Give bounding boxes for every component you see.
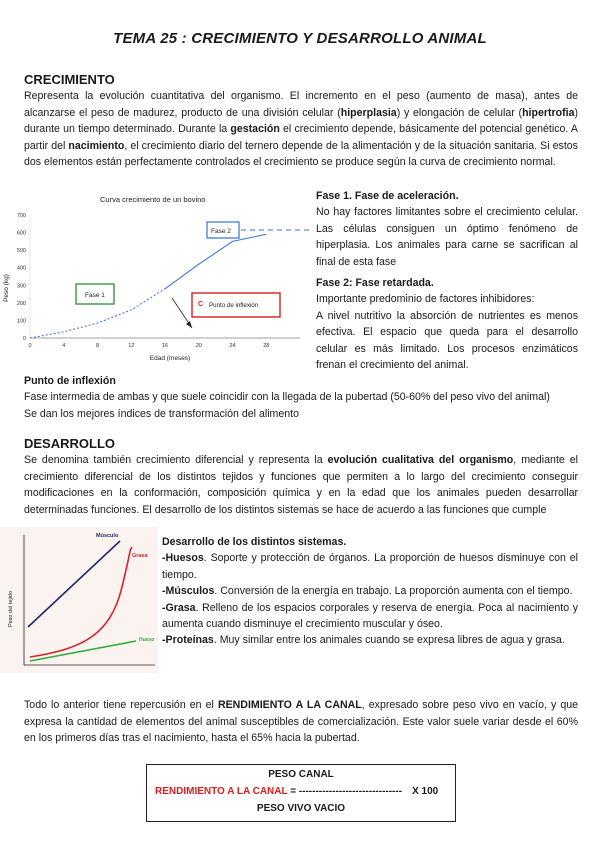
growth-ytick-label: 500 <box>16 248 26 255</box>
growth-xtick-label: 0 <box>28 343 32 349</box>
growth-curve-late <box>165 234 266 288</box>
fase1-title: Fase 1. Fase de aceleración. <box>316 190 459 202</box>
tissue-ylabel: Peso del tejido <box>8 590 14 628</box>
growth-ytick-label: 200 <box>16 300 26 307</box>
formula-lhs: RENDIMIENTO A LA CANAL <box>155 786 288 797</box>
inflexion-label: Punto de inflexión <box>209 302 259 309</box>
sistema-huesos: -Huesos. Soporte y protección de órganos. La proporción de huesos disminuye con el tiempo. <box>162 552 578 581</box>
growth-chart-ylabel: Peso (kg) <box>3 274 10 302</box>
growth-xtick-label: 8 <box>95 343 100 349</box>
sistema-musculos: -Músculos. Conversión de la energía en trabajo. La proporción aumenta con el tiempo. <box>162 585 573 598</box>
inflexion-text2: Se dan los mejores índices de transformación del alimento <box>24 407 299 420</box>
growth-xtick-label: 4 <box>62 343 66 349</box>
phase2-label: Fase 2 <box>211 228 231 235</box>
growth-xtick-label: 20 <box>195 343 202 349</box>
sistema-proteinas: -Proteínas. Muy similar entre los animales cuando se expresa libres de agua y grasa. <box>162 634 565 647</box>
desarrollo-paragraph: Se denomina también crecimiento diferencial y representa la evolución cualitativa del organismo, mediante el crecimiento diferencial de los distintos tejidos y funciones que permiten a lo largo del crecimiento conseguir modificaciones en la conformación, composición química y en la edad que los animales pueden desarrollar determinadas funciones. El desarrollo de los distintos sistemas se hace de acuerdo a las funciones que cumple <box>24 454 578 516</box>
growth-xtick-label: 16 <box>161 343 169 349</box>
musculo-label: Músculo <box>96 533 119 539</box>
growth-ytick-label: 0 <box>22 336 26 342</box>
phase1-label: Fase 1 <box>85 292 105 299</box>
formula-numerator: PESO CANAL <box>268 769 334 780</box>
rendimiento-formula <box>146 764 456 822</box>
inflexion-block <box>24 373 584 422</box>
crecimiento-heading: CRECIMIENTO <box>24 72 115 87</box>
formula-eq: = ------------------------------- <box>287 786 403 797</box>
growth-chart-xlabel: Edad (meses) <box>149 355 191 362</box>
growth-ytick-label: 700 <box>16 213 26 219</box>
sistemas-block <box>162 534 578 649</box>
growth-xtick-label: 28 <box>263 343 270 349</box>
growth-ytick-label: 100 <box>16 318 26 325</box>
tissue-growth-chart <box>0 527 158 673</box>
growth-chart-title: Curva crecimiento de un bovino <box>100 195 206 204</box>
grasa-label: Grasa <box>132 553 148 559</box>
growth-xtick-label: 12 <box>128 343 135 349</box>
growth-ytick-label: 400 <box>16 265 26 272</box>
fase2-title: Fase 2: Fase retardada. <box>316 277 434 290</box>
crecimiento-paragraph: Representa la evolución cuantitativa del organismo. El incremento en el peso (aumento de masa), antes de alcanzarse el peso de madurez, producto de una división celular (hiperplasia) y elongación de celular (hipertrofia) durante un tiempo determinado. Durante la gestación el crecimiento depende, básicamente del potencial genético. A partir del nacimiento, el crecimiento diario del ternero depende de la alimentación y de la situación sanitaria. Si estos dos elementos están perfectamente controlados el crecimiento se produce según la curva de crecimiento normal. <box>24 90 578 169</box>
fase2-text2: A nivel nutritivo la absorción de nutrientes es menos efectiva. El espacio que queda para el desarrollo celular es más limitado. Los procesos enzimáticos frenan el crecimiento del animal. <box>316 309 578 372</box>
growth-ytick-label: 600 <box>16 230 26 237</box>
inflexion-marker: C <box>198 301 204 308</box>
formula-mult: X 100 <box>412 786 439 797</box>
growth-xtick-label: 24 <box>229 343 236 349</box>
fases-block <box>316 188 578 373</box>
inflexion-title: Punto de inflexión <box>24 375 116 387</box>
sistemas-title: Desarrollo de los distintos sistemas. <box>162 536 347 548</box>
rendimiento-paragraph: Todo lo anterior tiene repercusión en el RENDIMIENTO A LA CANAL, expresado sobre peso vivo en vacío, y que expresa la cantidad de elementos del animal susceptibles de comercialización. Este valor suele variar desde el 60% en los primeros días tras el nacimiento, hasta el 65% hacia la pubertad. <box>24 699 579 745</box>
desarrollo-heading: DESARROLLO <box>24 436 115 451</box>
growth-curve-chart <box>0 188 320 368</box>
hueso-label: Hueso <box>139 637 155 643</box>
fase1-text: No hay factores limitantes sobre el crecimiento celular. Las células consiguen un óptimo fenómeno de hiperplasia. Los animales para carne se sacrifican al final de esta fase <box>316 206 578 268</box>
formula-line <box>155 786 438 797</box>
formula-denominator: PESO VIVO VACIO <box>256 803 346 814</box>
page-title: TEMA 25 : CRECIMIENTO Y DESARROLLO ANIMAL <box>113 30 487 47</box>
fase2-text1: Importante predominio de factores inhibidores: <box>316 293 535 306</box>
inflexion-text1: Fase intermedia de ambas y que suele coincidir con la llegada de la pubertad (50-60% del peso vivo del animal) <box>24 391 550 404</box>
sistema-grasa: -Grasa. Relleno de los espacios corporales y reserva de energía. Poca al nacimiento y aumenta cuando disminuye el crecimiento muscular y óseo. <box>162 601 578 631</box>
growth-ytick-label: 300 <box>16 283 26 290</box>
